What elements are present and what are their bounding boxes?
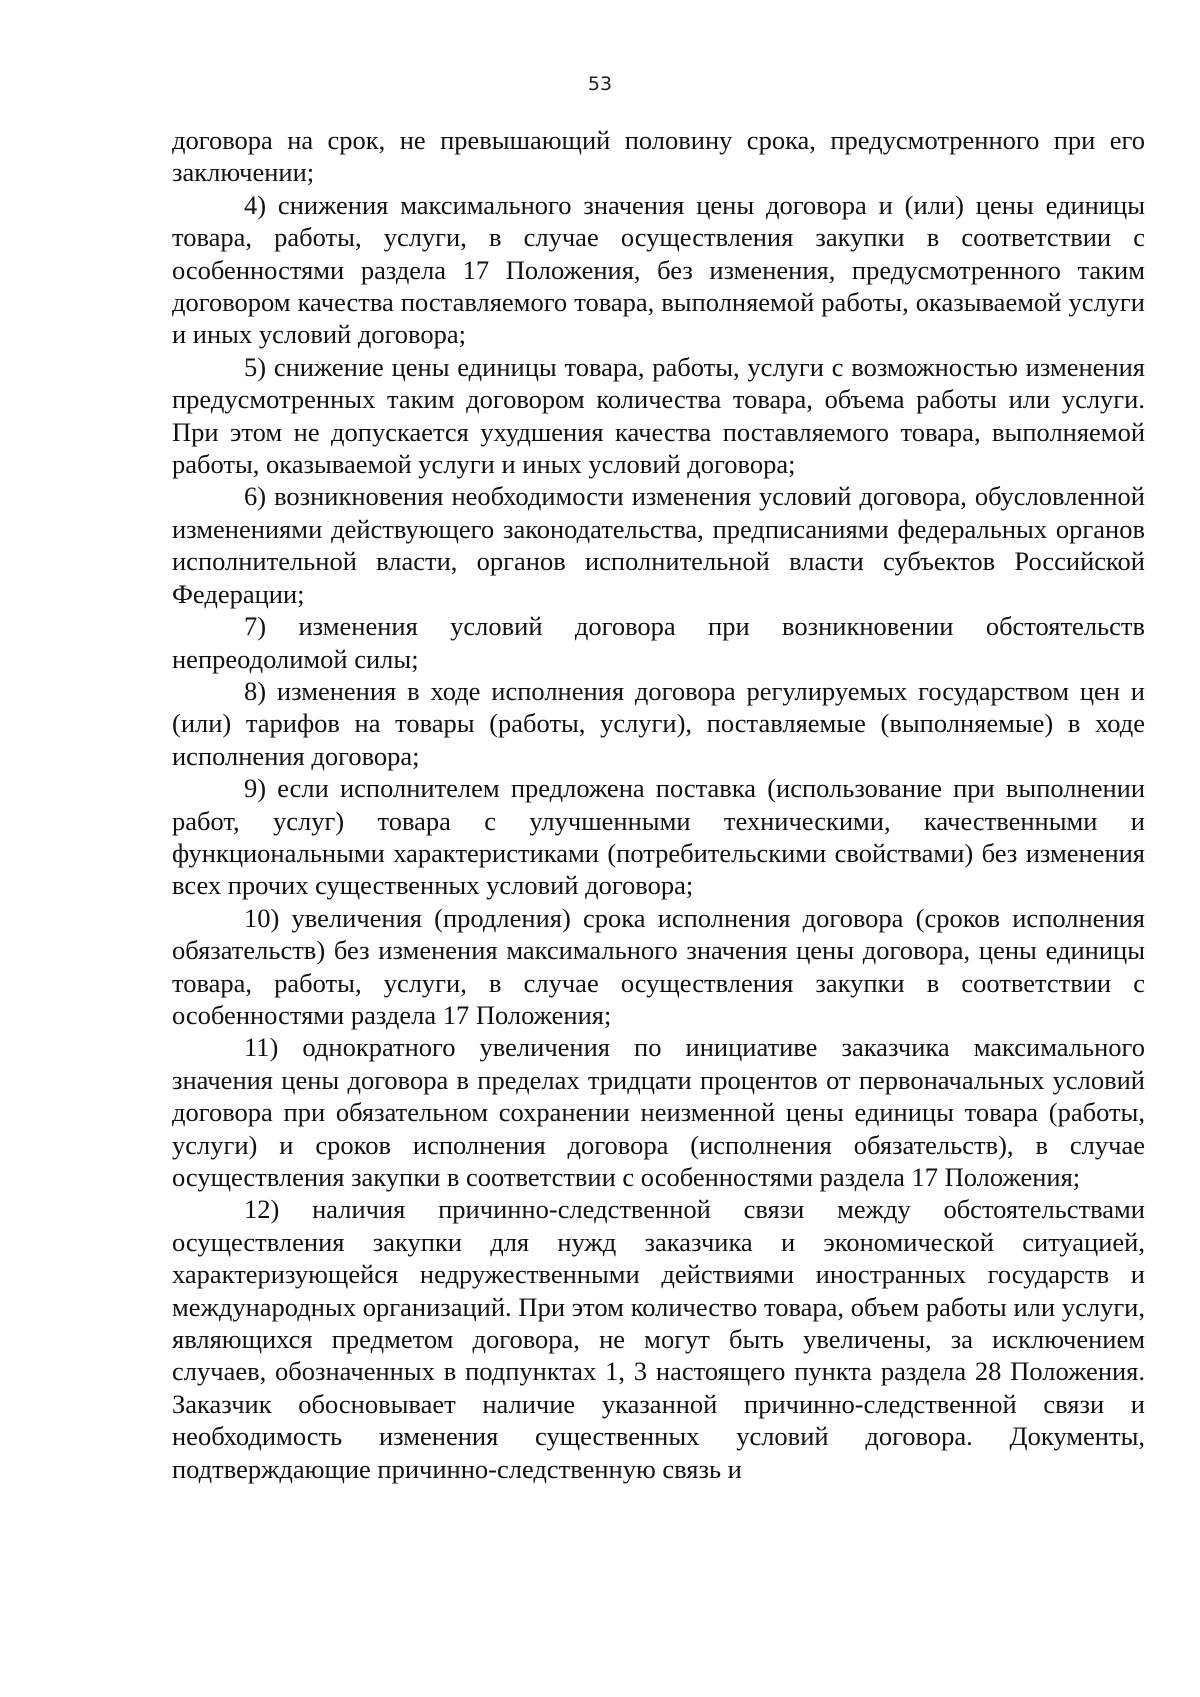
paragraph-item-6: 6) возникновения необходимости изменения условий договора, обусловленной изменениями действующего законодательства, предписаниями федеральных органов исполнительной власти, органов исполнительной власти субъектов Российской Федерации; bbox=[172, 481, 1145, 609]
paragraph-item-12: 12) наличия причинно-следственной связи между обстоятельствами осуществления закупки для нужд заказчика и экономической ситуацией, характеризующейся недружественными действиями иностранных государств и международных организаций. При этом количество товара, объем работы или услуги, являющихся предметом договора, не могут быть увеличены, за исключением случаев, обозначенных в подпунктах 1, 3 настоящего пункта раздела 28 Положения. Заказчик обосновывает наличие указанной причинно-следственной связи и необходимость изменения существенных условий договора. Документы, подтверждающие причинно-следственную связь и bbox=[172, 1194, 1145, 1484]
paragraph-item-8: 8) изменения в ходе исполнения договора регулируемых государством цен и (или) тарифов на товары (работы, услуги), поставляемые (выполняемые) в ходе исполнения договора; bbox=[172, 675, 1145, 771]
paragraph-item-5: 5) снижение цены единицы товара, работы, услуги с возможностью изменения предусмотренных таким договором количества товара, объема работы или услуги. При этом не допускается ухудшения качества поставляемого товара, выполняемой работы, оказываемой услуги и иных условий договора; bbox=[172, 351, 1145, 480]
page-number: 53 bbox=[587, 73, 613, 95]
paragraph-item-7: 7) изменения условий договора при возникновении обстоятельств непреодолимой силы; bbox=[172, 611, 1145, 674]
paragraph-continuation: договора на срок, не превышающий половину срока, предусмотренного при его заключении; bbox=[172, 125, 1145, 188]
paragraph-item-10: 10) увеличения (продления) срока исполнения договора (сроков исполнения обязательств) без изменения максимального значения цены договора, цены единицы товара, работы, услуги, в случае осуществления закупки в соответствии с особенностями раздела 17 Положения; bbox=[172, 902, 1145, 1030]
paragraph-item-4: 4) снижения максимального значения цены договора и (или) цены единицы товара, работы, услуги, в случае осуществления закупки в соответствии с особенностями раздела 17 Положения, без изменения, предусмотренного таким договором качества поставляемого товара, выполняемой работы, оказываемой услуги и иных условий договора; bbox=[172, 189, 1145, 350]
paragraph-item-9: 9) если исполнителем предложена поставка (использование при выполнении работ, услуг) товара с улучшенными техническими, качественными и функциональными характеристиками (потребительскими свойствами) без изменения всех прочих существенных условий договора; bbox=[172, 773, 1145, 901]
paragraph-item-11: 11) однократного увеличения по инициативе заказчика максимального значения цены договора в пределах тридцати процентов от первоначальных условий договора при обязательном сохранении неизменной цены единицы товара (работы, услуги) и сроков исполнения договора (исполнения обязательств), в случае осуществления закупки в соответствии с особенностями раздела 17 Положения; bbox=[172, 1032, 1145, 1192]
document-body bbox=[172, 124, 1145, 1485]
